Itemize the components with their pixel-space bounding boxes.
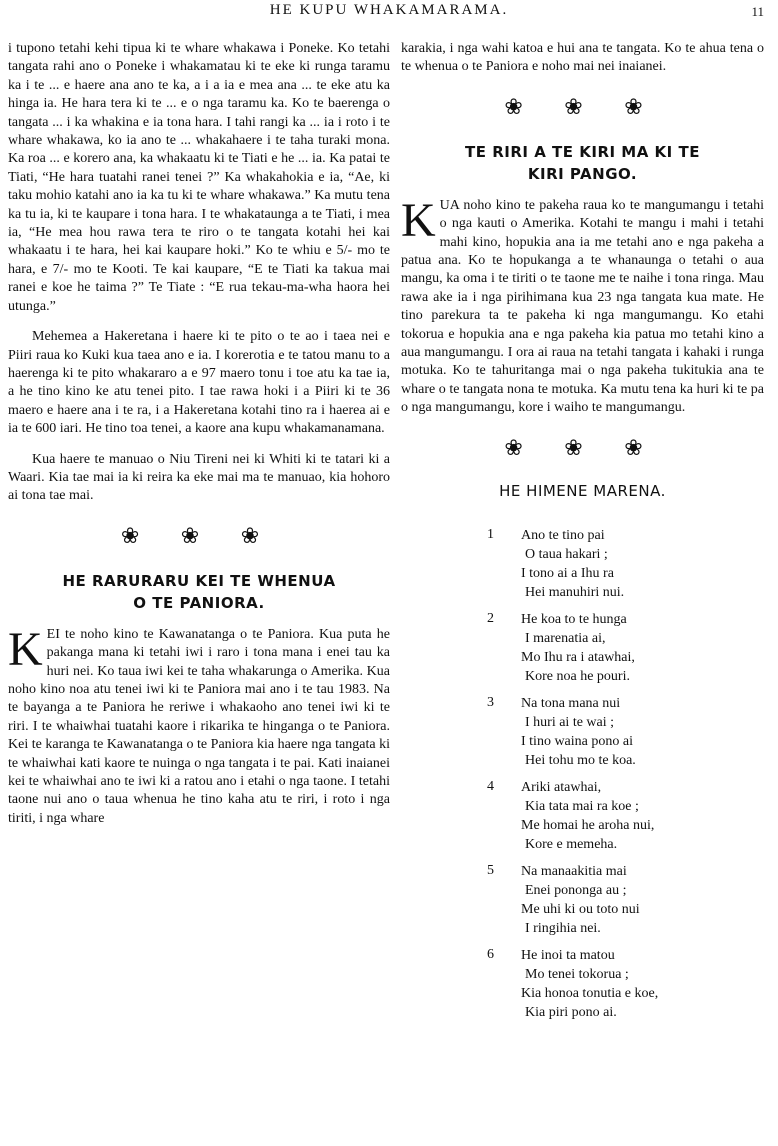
stanza-line: Na manaakitia mai: [521, 864, 627, 880]
stanza-number: 3: [487, 695, 494, 711]
stanza-line: Ariki atawhai,: [521, 780, 602, 796]
stanza-line: Na tona mana nui: [521, 696, 621, 712]
hymn-stanza: [401, 862, 764, 938]
continuation-paragraph: karakia, i nga wahi katoa e hui ana te tangata. Ko te ahua tena o te whenua o te Paniora e noho mai nei inaianei.: [401, 41, 764, 75]
hymn-stanza: [401, 526, 764, 602]
article-body: [8, 622, 390, 828]
flower-ornament-icon: ❀ ❀ ❀: [120, 522, 278, 548]
stanza-line: Kore e memeha.: [525, 837, 618, 853]
stanza-line: I tino waina pono ai: [521, 734, 633, 750]
drop-cap: K: [8, 622, 43, 676]
article-heading: [8, 570, 390, 614]
article-body-text: UA noho kino te pakeha raua ko te mangumangu i tetahi o nga kauti o Amerika. Kotahi te mangu i mahi i tetahi mahi kino, hopukia ana ia me tetahi ano e nga pakeha a patua ana. Ko te hopukanga a te whanaunga o tetahi o aua mangu, ka oma i te tiriti o te taone me te naihe i tona ringa. Mau rawa ake ia i nga pirihimana kua 23 nga tangata kua mate. He tino parekura ta te pakeha ki nga mangumangu. Ko etahi tokorua e hopukia ana e nga pakeha kia patua mo tetahi kino a aua mangumangu. I ora ai raua na tetahi tangata i kahaki i runga motuka. Ko te tahuritanga mai o nga pakeha tukitukia ana te whare o te tangata nona te motuka. Ka mutu tena ka huri ki te pa o nga mangumangu, kore i waiho te mangumangu.: [401, 197, 764, 416]
stanza-line: Kia piri pono ai.: [525, 1005, 617, 1021]
flower-ornament-icon: ❀ ❀ ❀: [504, 93, 661, 119]
stanza-line: Me homai he aroha nui,: [521, 818, 655, 834]
article-heading: [401, 141, 764, 185]
article-heading-line2: KIRI PANGO.: [527, 164, 638, 183]
stanza-line: Enei pononga au ;: [525, 883, 627, 899]
stanza-line: O taua hakari ;: [525, 547, 608, 563]
news-paragraph-2: Mehemea a Hakeretana i haere ki te pito o te ao i taea nei e Piiri raua ko Kuki kua taea ano e ia. I korerotia e te tatou manu to a haerenga ki te pito whakararo a e 97 maero tonu i toe atu ka tae ia, a he tino kino ke atu tenei pito. I tae rawa hoki i a Piiri ki te 36 maero e haere ana i te ra, i a Hakeretana kotahi tino ra i haerea ai e ia te 600 iari. He tino toa tenei, a kaore ana kupu whakamanamana.: [8, 329, 390, 437]
hymn-stanza: [401, 610, 764, 686]
hymn-stanza: [401, 946, 764, 1022]
news-paragraph-3: Kua haere te manuao o Niu Tireni nei ki Whiti ki te tatari ki a Waari. Kia tae mai ia ki reira ka eke mai ma te manuao, kia hohoro ai tona tae mai.: [8, 451, 390, 504]
stanza-line: Hei manuhiri nui.: [525, 585, 625, 601]
article-body-text: EI te noho kino te Kawanatanga o te Paniora. Kua puta he pakanga mana ki tetahi iwi i raro i tona mana i enei tau ka huri nei. Ko taua iwi kei te taha whakarunga o Amerika. Kua noho kino noa atu tenei iwi ki te Paniora mai ano i te tau 1983. Na te bayanga a te Paniora he reriwe i whakaoho ano tenei iwi ki te riri. I te whaiwhai tuatahi kaore i rikarika te hinganga o te Paniora. Kei te karanga te Kawanatanga o te Paniora kia haere nga tangata ki te whaiwhai kati kaore te nuinga o nga tangata i te pai. Kati inaianei kei te whaiwhai ano te iwi ki a ratou ano i etahi o nga taone. I tetahi taone nui ano o taua whenua he tino kaha atu te riri, i roto i nga tiriti, i nga whare: [8, 626, 390, 826]
stanza-line: Me uhi ki ou toto nui: [521, 902, 640, 918]
stanza-line: He inoi ta matou: [521, 948, 615, 964]
stanza-number: 6: [487, 947, 494, 963]
stanza-line: I marenatia ai,: [525, 631, 606, 647]
stanza-number: 2: [487, 611, 494, 627]
stanza-line: Kia tata mai ra koe ;: [525, 799, 639, 815]
stanza-line: Ano te tino pai: [521, 528, 605, 544]
page-header: [0, 2, 778, 24]
right-column: [401, 40, 764, 1030]
stanza-line: Kore noa he pouri.: [525, 669, 630, 685]
stanza-number: 4: [487, 779, 494, 795]
hymn-stanza: [401, 694, 764, 770]
stanza-line: Hei tohu mo te koa.: [525, 753, 636, 769]
stanza-number: 5: [487, 863, 494, 879]
article-heading-line2: O TE PANIORA.: [133, 593, 265, 612]
article-body: [401, 193, 764, 418]
hymn-title: HE HIMENE MARENA.: [499, 481, 666, 500]
hymn-stanza: [401, 778, 764, 854]
stanza-line: He koa to te hunga: [521, 612, 627, 628]
stanza-line: I tono ai a Ihu ra: [521, 566, 614, 582]
page-number: 11: [751, 4, 764, 19]
flower-ornament-icon: ❀ ❀ ❀: [504, 434, 661, 460]
article-heading-line1: TE RIRI A TE KIRI MA KI TE: [465, 142, 700, 161]
stanza-number: 1: [487, 527, 494, 543]
left-column: [8, 40, 390, 840]
stanza-line: I huri ai te wai ;: [525, 715, 615, 731]
drop-cap: K: [401, 193, 436, 247]
news-paragraph-1: i tupono tetahi kehi tipua ki te whare whakawa i Poneke. Ko tetahi tangata rahi ano o Poneke i whakamatau ki te eke ki runga taramu ka i te ... e haere ana ano te ka, a i a ia e mea ana ... te eke atu ka hinga ia. He hara tera ki te ... e o nga taramu ka. Ko te baerenga o tangata ... i ka whakina e ia tona hara. I tahi rangi ka ... ia i roto i te whare whakawa, ko ia ano te ... whakahaere i te taha turaki mona. Ka roa ... e korero ana, ka whakaatu ki te Tiati e he ... ia. Ka patai te Tiati, “He hara tuatahi ranei tenei ?” Ka whakahokia e ia, “Ae, ki taku mohio katahi ano ia ka tu ki te whare whakawa.” Ka mutu tena ka tu ia, ki te kaupare i tona hara. I te whakataunga a te Tiati, i mea ia, “He mea hou rawa tera te riro o te tangata kotahi hei kai whakaatu i te hara, hei kai kaupare hoki.” Ko te whiu e 5/- mo te hara, e 7/- mo te Kooti. Te kai kaupare, “E te Tiati ka takua mai ranei e koe he taima ?” Te Tiate : “E rua tekau-ma-wha haora hei utunga.”: [8, 41, 390, 314]
stanza-line: Kia honoa tonutia e koe,: [521, 986, 659, 1002]
page-title: HE KUPU WHAKAMARAMA.: [269, 2, 509, 18]
stanza-line: Mo Ihu ra i atawhai,: [521, 650, 635, 666]
stanza-line: I ringihia nei.: [525, 921, 601, 937]
stanza-line: Mo tenei tokorua ;: [525, 967, 629, 983]
article-heading-line1: HE RARURARU KEI TE WHENUA: [62, 571, 336, 590]
